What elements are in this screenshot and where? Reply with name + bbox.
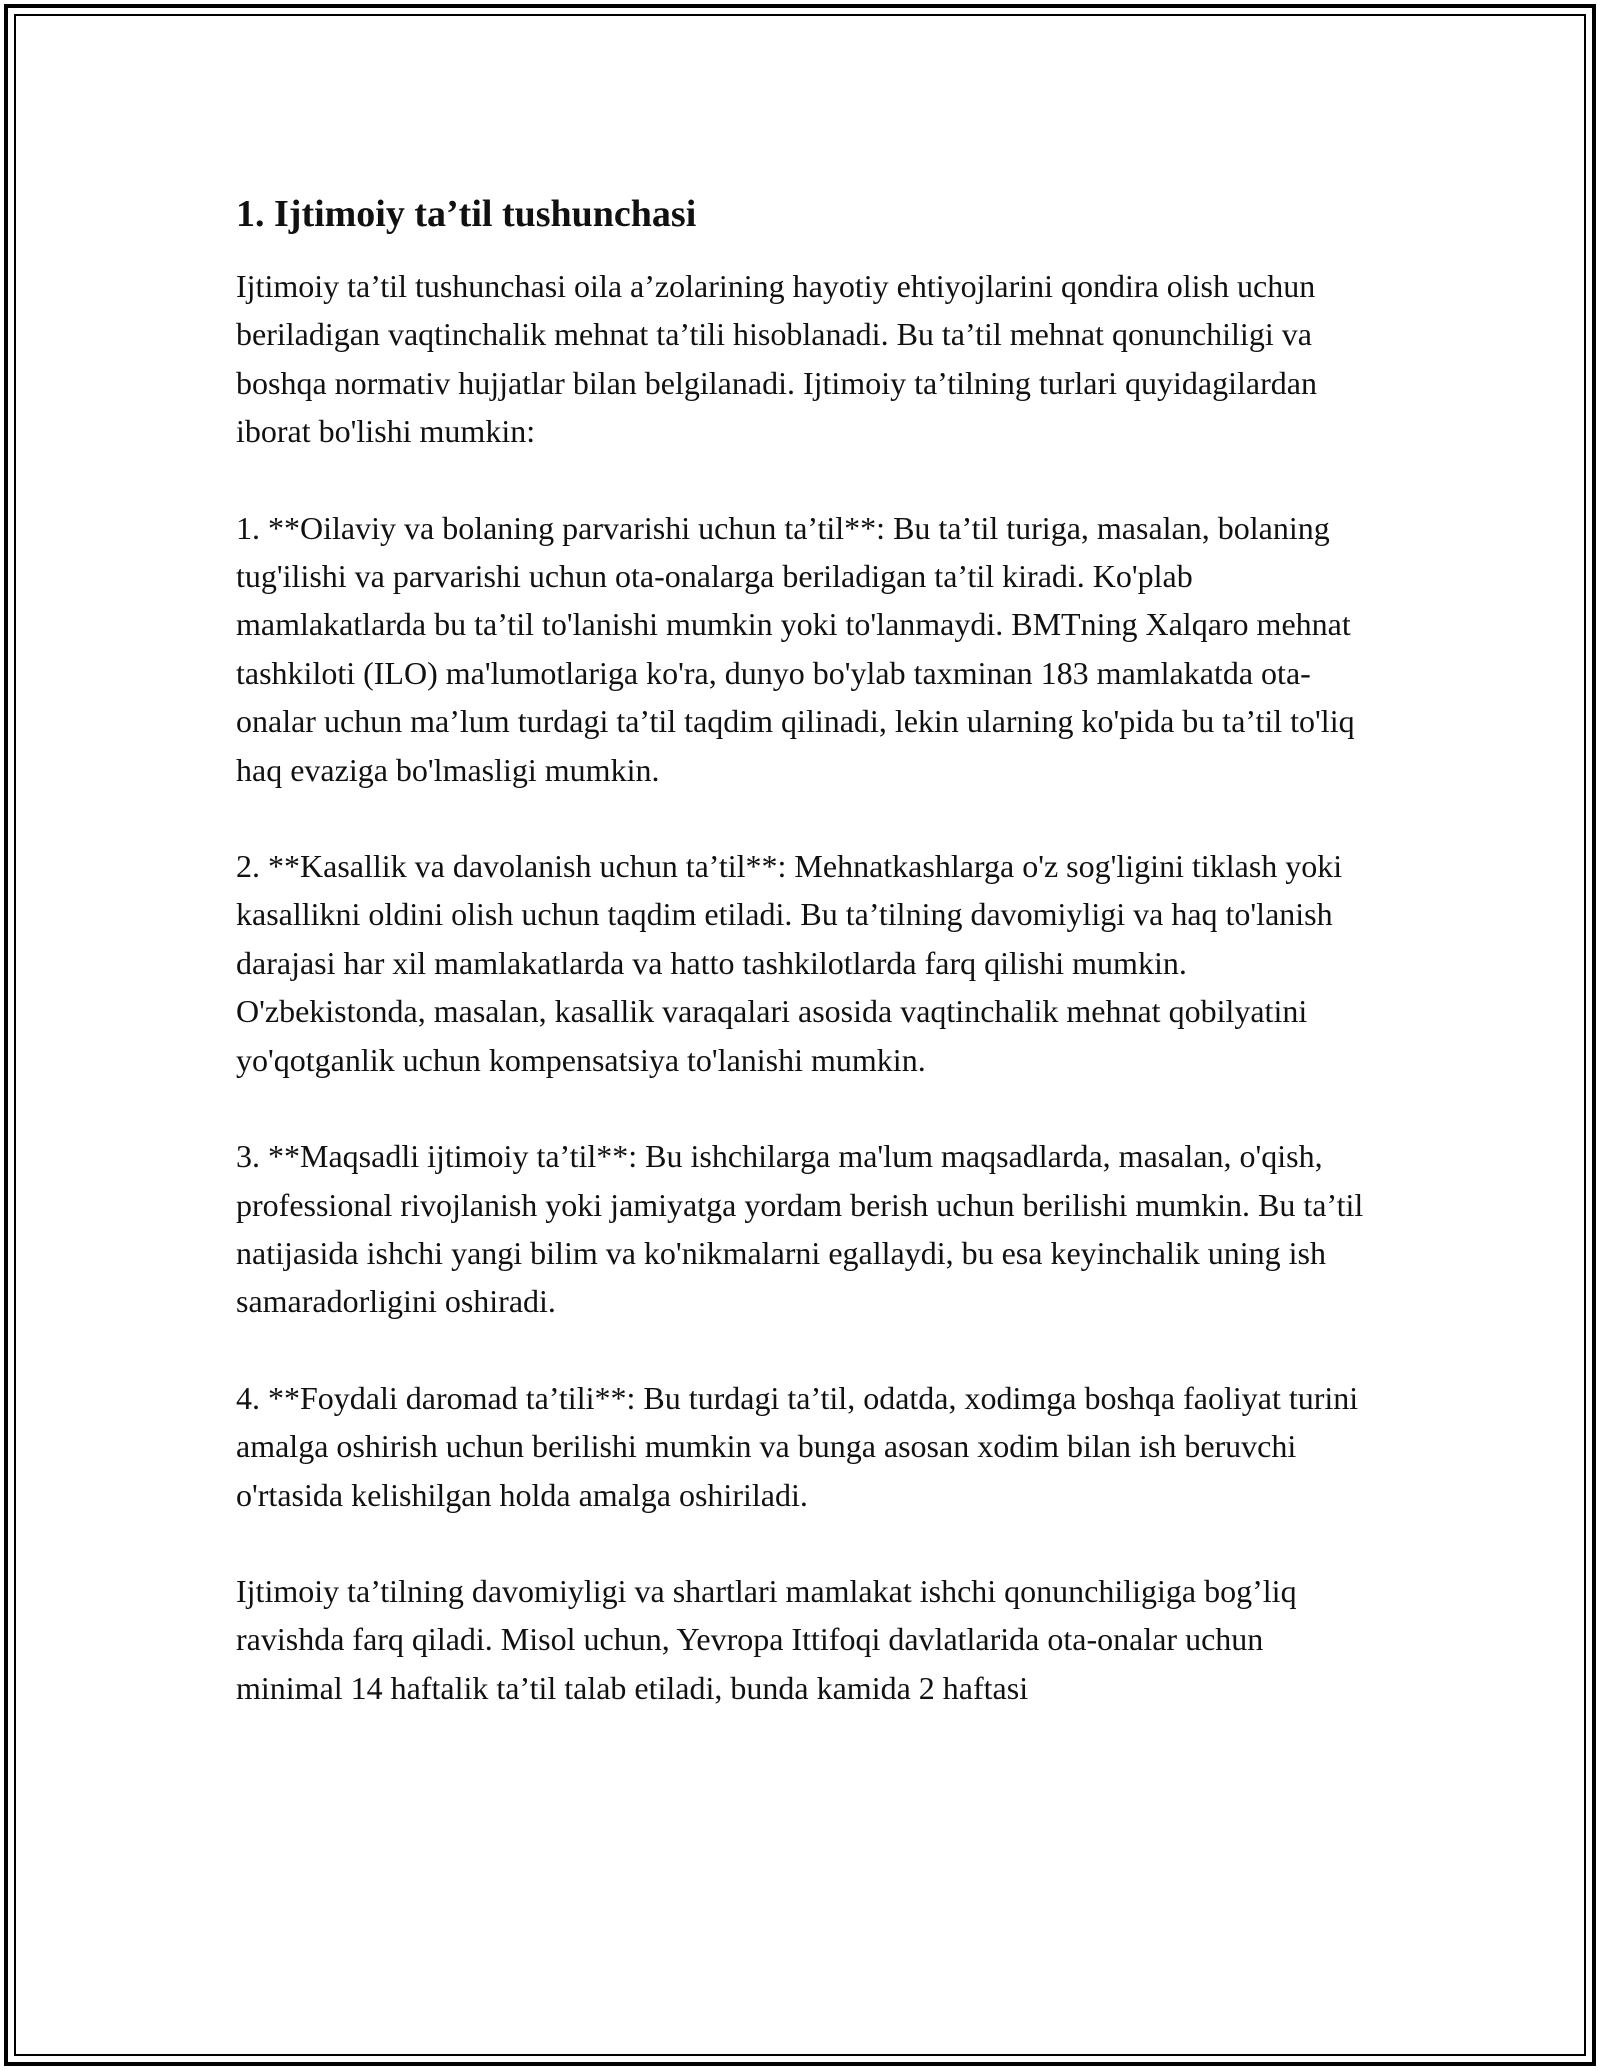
- paragraph-sick-leave: 2. **Kasallik va davolanish uchun ta’til**: Mehnatkashlarga o'z sog'ligini tiklash yoki kasallikni oldini olish uchun taqdim etiladi. Bu ta’tilning davomiyligi va haq to'lanish darajasi har xil mamlakatlarda va hatto tashkilotlarda farq qilishi mumkin. O'zbekistonda, masalan, kasallik varaqalari asosida vaqtinchalik mehnat qobilyatini yo'qotganlik uchun kompensatsiya to'lanishi mumkin.: [236, 848, 1343, 1078]
- paragraph-family-leave: 1. **Oilaviy va bolaning parvarishi uchun ta’til**: Bu ta’til turiga, masalan, bolaning tug'ilishi va parvarishi uchun ota-onalarga beriladigan ta’til kiradi. Ko'plab mamlakatlarda bu ta’til to'lanishi mumkin yoki to'lanmaydi. BMTning Xalqaro mehnat tashkiloti (ILO) ma'lumotlariga ko'ra, dunyo bo'ylab taxminan 183 mamlakatda ota-onalar uchun ma’lum turdagi ta’til taqdim qilinadi, lekin ularning ko'pida bu ta’til to'liq haq evaziga bo'lmasligi mumkin.: [236, 509, 1355, 788]
- paragraph-duration: Ijtimoiy ta’tilning davomiyligi va shartlari mamlakat ishchi qonunchiligiga bog’liq ravishda farq qiladi. Misol uchun, Yevropa Ittifoqi davlatlarida ota-onalar uchun minimal 14 haftalik ta’til talab etiladi, bunda kamida 2 haftasi: [236, 1572, 1297, 1706]
- paragraph-targeted-leave: 3. **Maqsadli ijtimoiy ta’til**: Bu ishchilarga ma'lum maqsadlarda, masalan, o'qish, professional rivojlanish yoki jamiyatga yordam berish uchun berilishi mumkin. Bu ta’til natijasida ishchi yangi bilim va ko'nikmalarni egallaydi, bu esa keyinchalik uning ish samaradorligini oshiradi.: [236, 1138, 1364, 1320]
- paragraph-income-leave: 4. **Foydali daromad ta’tili**: Bu turdagi ta’til, odatda, xodimga boshqa faoliyat turini amalga oshirish uchun berilishi mumkin va bunga asosan xodim bilan ish beruvchi o'rtasida kelishilgan holda amalga oshiriladi.: [236, 1379, 1359, 1513]
- section-heading: 1. Ijtimoiy ta’til tushunchasi: [236, 193, 697, 235]
- paragraph-intro: Ijtimoiy ta’til tushunchasi oila a’zolarining hayotiy ehtiyojlarini qondira olish uchun beriladigan vaqtinchalik mehnat ta’tili hisoblanadi. Bu ta’til mehnat qonunchiligi va boshqa normativ hujjatlar bilan belgilanadi. Ijtimoiy ta’tilning turlari quyidagilardan iborat bo'lishi mumkin:: [236, 268, 1317, 450]
- document-body: [236, 182, 1366, 1760]
